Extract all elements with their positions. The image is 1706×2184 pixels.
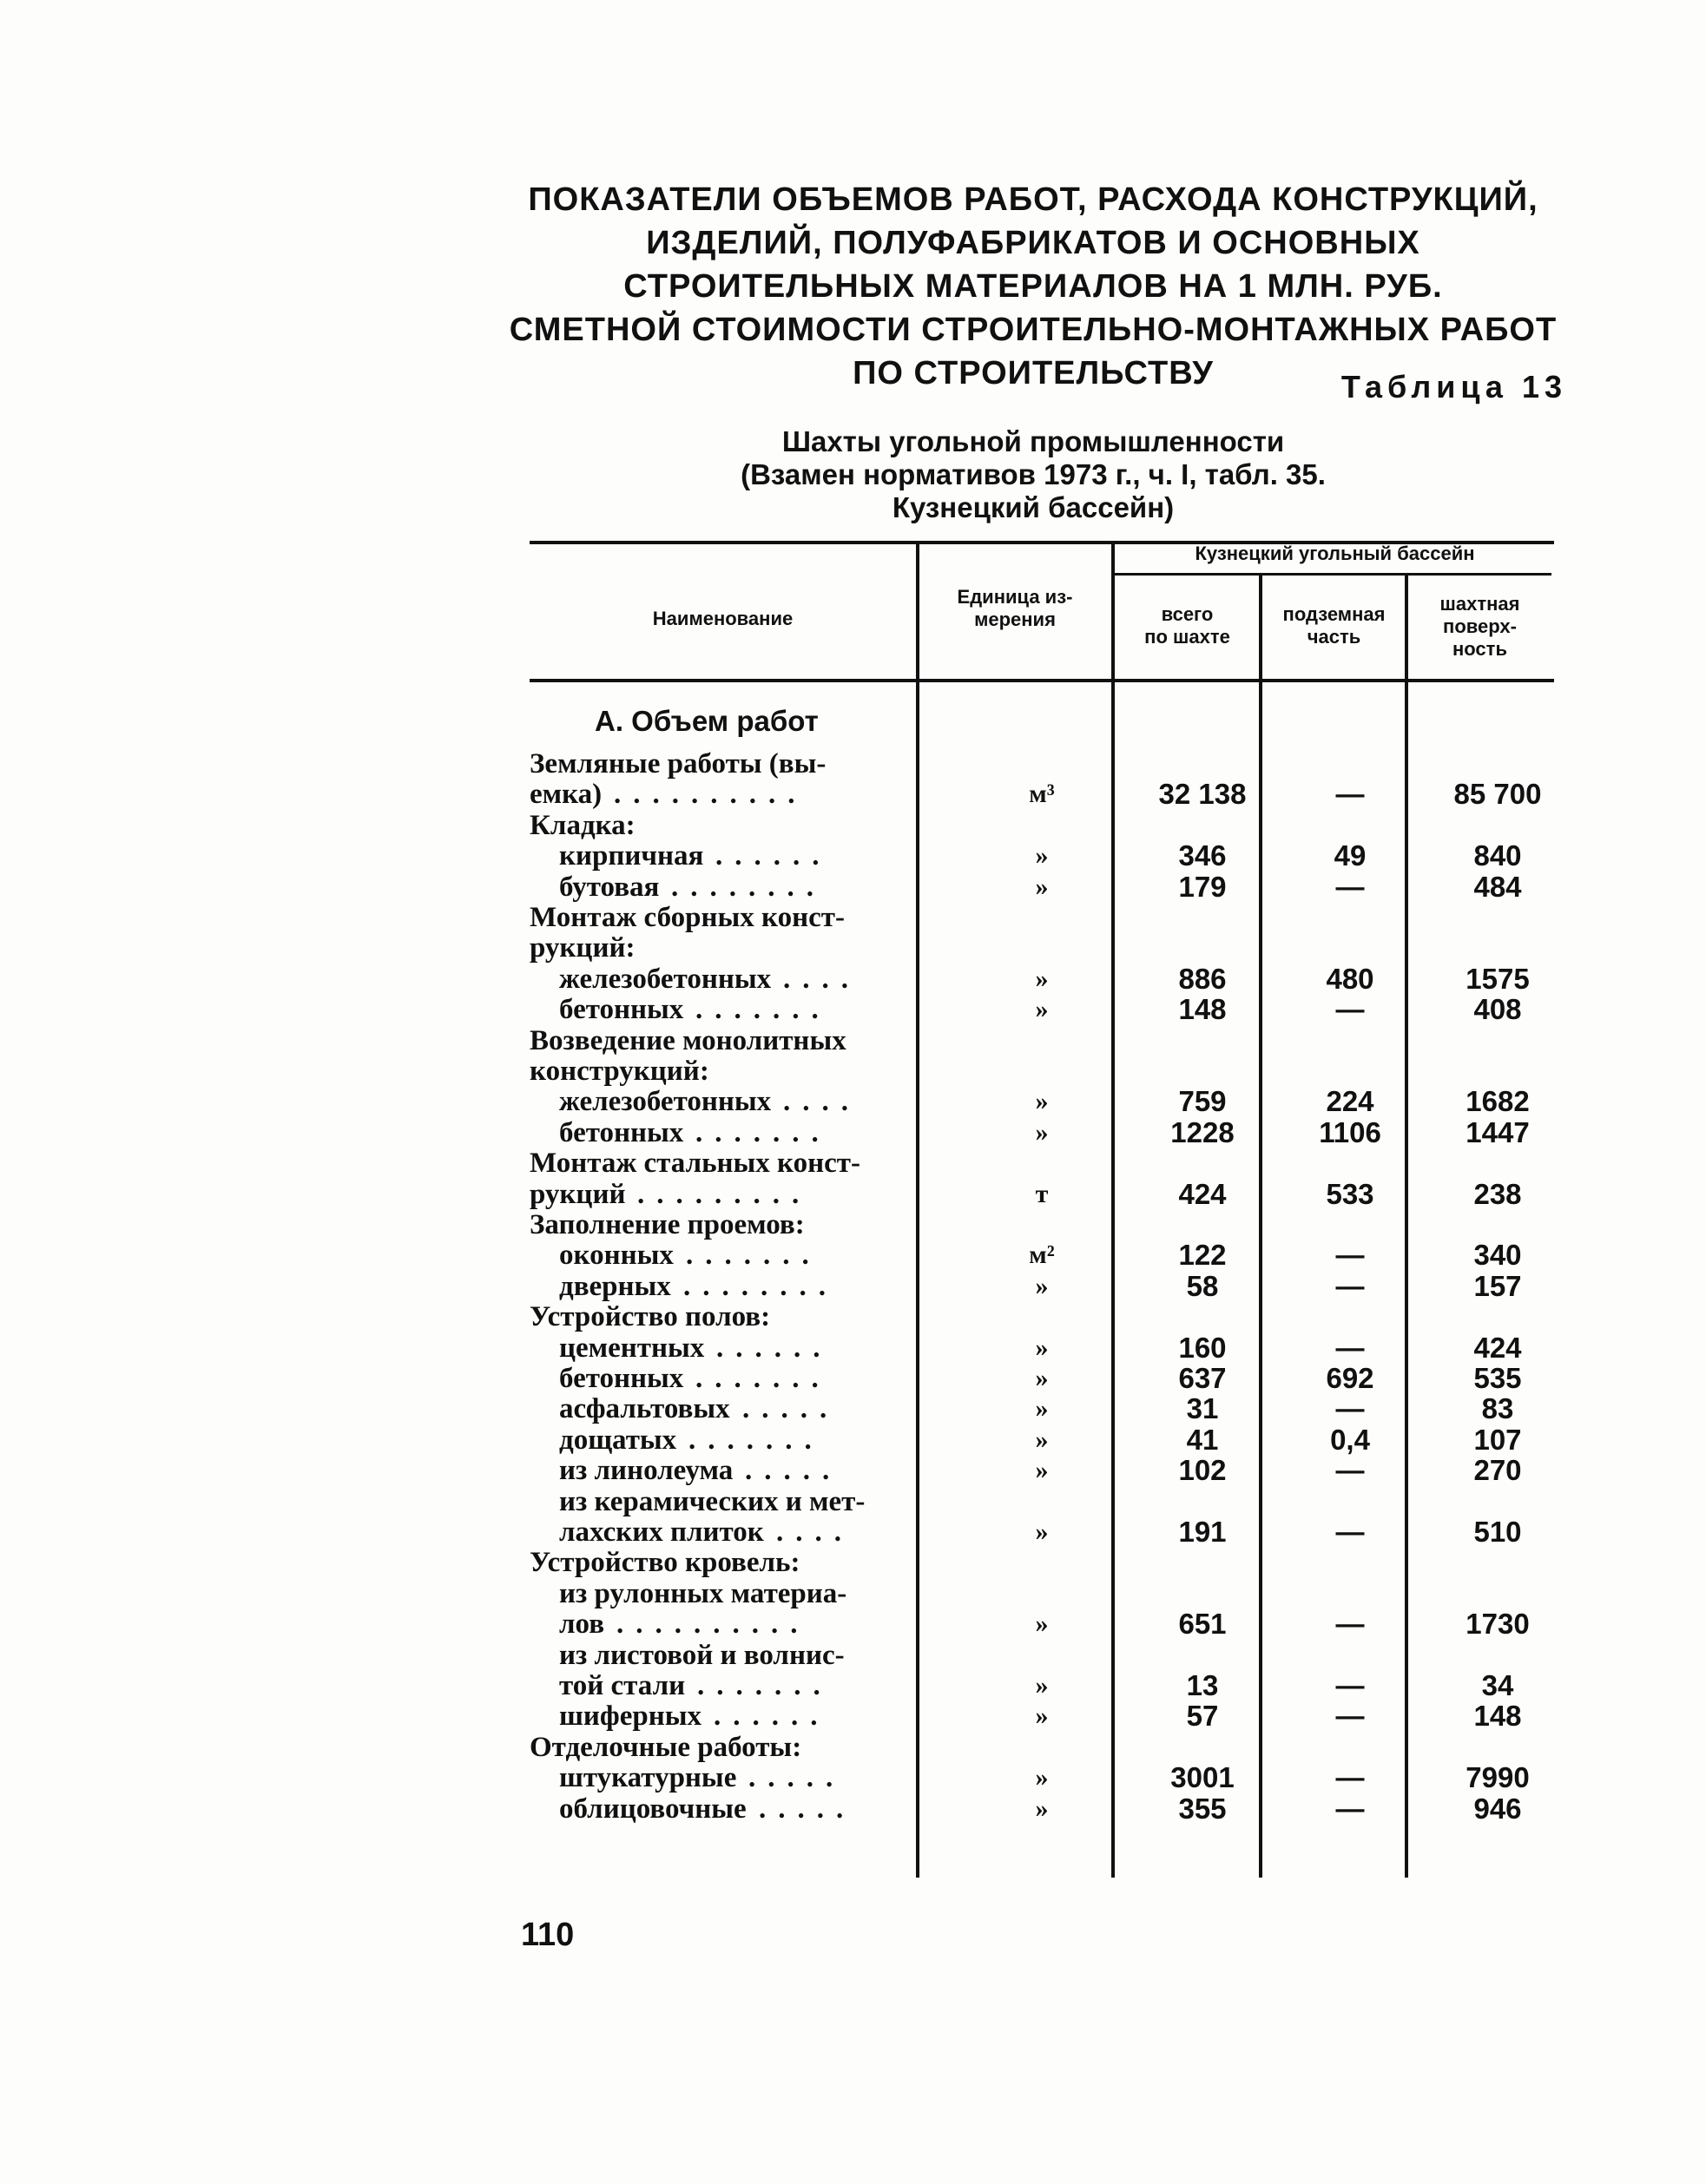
section-heading: А. Объем работ <box>595 705 819 737</box>
header-group: Кузнецкий угольный бассейн <box>1195 543 1475 564</box>
table-row <box>530 1301 1571 1332</box>
table-row <box>530 1608 1571 1640</box>
row-surface: 946 <box>1473 1792 1522 1825</box>
leader-dots: .... <box>776 1516 853 1548</box>
row-unit: » <box>1035 1763 1049 1793</box>
row-unit: м³ <box>1029 780 1055 809</box>
table-row <box>530 1640 1571 1671</box>
row-name: Заполнение проемов: <box>530 1209 805 1240</box>
table-row <box>530 1148 1571 1179</box>
table-row <box>530 1025 1571 1056</box>
table-row <box>530 1732 1571 1763</box>
row-surface: 408 <box>1473 993 1522 1026</box>
row-surface: 270 <box>1473 1454 1522 1487</box>
row-total: 191 <box>1178 1516 1227 1548</box>
table-row <box>530 779 1571 810</box>
table-row <box>530 840 1571 872</box>
row-name: Отделочные работы: <box>530 1731 802 1763</box>
row-unit: » <box>1035 841 1049 871</box>
header-unit: Единица из- мерения <box>957 586 1073 630</box>
row-surface: 1447 <box>1466 1115 1530 1148</box>
title-line: СТРОИТЕЛЬНЫХ МАТЕРИАЛОВ НА 1 МЛН. РУБ. <box>623 268 1443 305</box>
row-total: 637 <box>1178 1362 1227 1394</box>
row-underground: — <box>1335 870 1365 903</box>
row-unit: » <box>1035 1364 1049 1392</box>
row-total: 31 <box>1186 1392 1219 1425</box>
row-total: 13 <box>1186 1669 1219 1701</box>
row-underground: — <box>1335 1792 1365 1825</box>
row-surface: 1575 <box>1466 962 1530 995</box>
row-unit: м² <box>1029 1240 1055 1270</box>
row-total: 886 <box>1178 962 1227 995</box>
row-underground: — <box>1335 1331 1365 1364</box>
header-underground: подземная часть <box>1282 603 1386 648</box>
row-underground: 49 <box>1334 839 1367 872</box>
leader-dots: ......... <box>637 1178 812 1210</box>
row-surface: 1730 <box>1466 1608 1530 1641</box>
row-underground: 224 <box>1326 1085 1374 1118</box>
row-unit: » <box>1035 872 1049 901</box>
subtitle-line: Шахты угольной промышленности <box>781 425 1285 457</box>
row-name: Монтаж сборных конст- <box>530 902 845 933</box>
leader-dots: .......... <box>614 779 807 811</box>
row-surface: 1682 <box>1466 1085 1530 1118</box>
row-name: штукатурные <box>559 1762 737 1794</box>
row-total: 41 <box>1186 1423 1219 1456</box>
row-name: бетонных <box>559 1363 684 1394</box>
row-name: рукций <box>530 1178 626 1210</box>
leader-dots: ........ <box>683 1270 838 1302</box>
row-total: 1228 <box>1170 1115 1235 1148</box>
row-surface: 157 <box>1473 1269 1522 1302</box>
page-number: 110 <box>521 1917 575 1953</box>
table-row <box>530 1700 1571 1732</box>
header-total: всего по шахте <box>1144 603 1230 648</box>
row-unit: » <box>1035 1701 1049 1731</box>
row-name: бетонных <box>559 994 684 1026</box>
table-subtitle <box>660 425 1406 524</box>
row-total: 102 <box>1178 1454 1227 1487</box>
leader-dots: .... <box>783 963 860 995</box>
row-total: 58 <box>1186 1269 1219 1302</box>
table-row <box>530 1117 1571 1148</box>
row-surface: 535 <box>1473 1362 1522 1394</box>
table-row <box>530 1793 1571 1825</box>
row-underground: 692 <box>1326 1362 1374 1394</box>
row-name: оконных <box>559 1240 674 1272</box>
row-name: асфальтовых <box>559 1393 730 1425</box>
row-unit: » <box>1035 995 1049 1024</box>
group-header-rule <box>1113 573 1551 576</box>
table-row <box>530 1240 1571 1271</box>
leader-dots: ...... <box>714 1700 830 1733</box>
table-row <box>530 1363 1571 1394</box>
row-surface: 83 <box>1481 1392 1514 1425</box>
table-row <box>530 1670 1571 1701</box>
row-total: 651 <box>1178 1608 1227 1641</box>
row-surface: 510 <box>1473 1516 1522 1548</box>
leader-dots: ....... <box>686 1240 821 1272</box>
row-name: Устройство кровель: <box>530 1547 800 1579</box>
table-row <box>530 1086 1571 1117</box>
table-row <box>530 1271 1571 1302</box>
row-name: шиферных <box>559 1700 702 1733</box>
row-unit: » <box>1035 1271 1049 1300</box>
row-surface: 340 <box>1473 1239 1522 1272</box>
row-name: облицовочные <box>559 1793 747 1825</box>
title-line: СМЕТНОЙ СТОИМОСТИ СТРОИТЕЛЬНО-МОНТАЖНЫХ РАБОТ <box>509 312 1558 348</box>
row-underground: — <box>1335 1454 1365 1487</box>
row-total: 148 <box>1178 993 1227 1026</box>
row-total: 759 <box>1178 1085 1227 1118</box>
table-row <box>530 810 1571 841</box>
table-row <box>530 748 1571 780</box>
row-name: Возведение монолитных <box>530 1024 846 1056</box>
row-unit: » <box>1035 1424 1049 1454</box>
row-unit: » <box>1035 1087 1049 1116</box>
table-row <box>530 1424 1571 1456</box>
row-unit: » <box>1035 1517 1049 1546</box>
row-underground: 480 <box>1326 962 1374 995</box>
table-row <box>530 1547 1571 1578</box>
row-underground: — <box>1335 993 1365 1026</box>
row-surface: 840 <box>1473 839 1522 872</box>
leader-dots: ..... <box>742 1393 840 1425</box>
row-underground: — <box>1335 1516 1365 1548</box>
row-underground: — <box>1335 1392 1365 1425</box>
row-unit: » <box>1035 1117 1049 1147</box>
row-name: рукций: <box>530 932 636 964</box>
title-line: ПО СТРОИТЕЛЬСТВУ <box>853 355 1214 391</box>
row-surface: 238 <box>1473 1177 1522 1210</box>
row-total: 32 138 <box>1158 778 1247 811</box>
leader-dots: ....... <box>697 1670 833 1701</box>
row-name: Земляные работы (вы- <box>530 748 827 780</box>
row-unit: » <box>1035 1609 1049 1639</box>
table-row <box>530 872 1571 903</box>
header-bottom-rule <box>530 679 1554 682</box>
row-total: 424 <box>1178 1177 1227 1210</box>
table-row <box>530 1516 1571 1548</box>
header-name: Наименование <box>652 608 794 629</box>
row-unit: » <box>1035 1671 1049 1700</box>
table-row <box>530 1578 1571 1609</box>
row-name: цементных <box>559 1332 705 1364</box>
row-name: лов <box>559 1608 605 1641</box>
leader-dots: ....... <box>695 1363 831 1394</box>
row-name: лахских плиток <box>559 1516 764 1548</box>
table-row <box>530 932 1571 964</box>
row-name: Устройство полов: <box>530 1301 771 1333</box>
table-row <box>530 902 1571 933</box>
table-row <box>530 964 1571 995</box>
row-name: кирпичная <box>559 840 704 872</box>
header-surface: шахтная поверх- ность <box>1439 593 1520 660</box>
row-surface: 484 <box>1473 870 1522 903</box>
row-unit: » <box>1035 1394 1049 1424</box>
row-unit: т <box>1035 1179 1049 1208</box>
row-total: 57 <box>1186 1700 1219 1733</box>
leader-dots: ...... <box>716 1332 833 1364</box>
table-row <box>530 994 1571 1025</box>
row-name: Монтаж стальных конст- <box>530 1148 860 1180</box>
row-total: 3001 <box>1170 1761 1235 1794</box>
row-name: емка) <box>530 779 603 811</box>
row-name: железобетонных <box>559 963 772 995</box>
row-name: из линолеума <box>559 1455 734 1487</box>
leader-dots: ....... <box>688 1424 824 1456</box>
row-underground: — <box>1335 1669 1365 1701</box>
leader-dots: ..... <box>748 1762 846 1794</box>
row-name: дверных <box>559 1270 671 1302</box>
leader-dots: ....... <box>695 994 831 1026</box>
row-underground: — <box>1335 1608 1365 1641</box>
row-name: конструкций: <box>530 1056 709 1087</box>
leader-dots: ..... <box>759 1793 856 1825</box>
row-surface: 85 700 <box>1453 778 1542 811</box>
row-underground: — <box>1335 1239 1365 1272</box>
row-name: дощатых <box>559 1424 677 1456</box>
row-name: из керамических и мет- <box>559 1485 866 1517</box>
row-total: 346 <box>1178 839 1227 872</box>
table-number: Таблица 13 <box>1340 369 1567 405</box>
leader-dots: ..... <box>745 1455 842 1487</box>
row-total: 122 <box>1178 1239 1227 1272</box>
row-name: из рулонных материа- <box>559 1577 847 1609</box>
table-row <box>530 1332 1571 1364</box>
row-surface: 7990 <box>1466 1761 1530 1794</box>
table-row <box>530 1486 1571 1517</box>
row-underground: 533 <box>1326 1177 1374 1210</box>
table-row <box>530 1056 1571 1087</box>
row-name: Кладка: <box>530 809 636 841</box>
table-row <box>530 1179 1571 1210</box>
row-underground: — <box>1335 778 1365 811</box>
table-row <box>530 1209 1571 1240</box>
row-surface: 148 <box>1473 1700 1522 1733</box>
leader-dots: ....... <box>695 1116 831 1148</box>
table-row <box>530 1455 1571 1486</box>
row-underground: 0,4 <box>1330 1423 1370 1456</box>
row-surface: 107 <box>1473 1423 1522 1456</box>
row-total: 355 <box>1178 1792 1227 1825</box>
row-unit: » <box>1035 1332 1049 1362</box>
document-title <box>486 178 1580 395</box>
title-line: ПОКАЗАТЕЛИ ОБЪЕМОВ РАБОТ, РАСХОДА КОНСТРУКЦИЙ, <box>528 181 1538 218</box>
row-name: бетонных <box>559 1116 684 1148</box>
row-unit: » <box>1035 1456 1049 1485</box>
row-unit: » <box>1035 1793 1049 1823</box>
row-unit: » <box>1035 964 1049 993</box>
leader-dots: ...... <box>715 840 832 872</box>
table-row <box>530 1762 1571 1793</box>
row-total: 179 <box>1178 870 1227 903</box>
row-total: 160 <box>1178 1331 1227 1364</box>
title-line: ИЗДЕЛИЙ, ПОЛУФАБРИКАТОВ И ОСНОВНЫХ <box>646 225 1420 261</box>
subtitle-line: Кузнецкий бассейн) <box>892 491 1175 523</box>
row-name: из листовой и волнис- <box>559 1639 845 1671</box>
row-underground: — <box>1335 1269 1365 1302</box>
row-name: железобетонных <box>559 1086 772 1118</box>
row-name: той стали <box>559 1670 686 1701</box>
leader-dots: .... <box>783 1086 860 1118</box>
leader-dots: ........ <box>671 871 826 903</box>
leader-dots: .......... <box>616 1608 810 1641</box>
row-surface: 424 <box>1473 1331 1522 1364</box>
row-name: бутовая <box>559 871 660 903</box>
row-underground: — <box>1335 1761 1365 1794</box>
subtitle-line: (Взамен нормативов 1973 г., ч. I, табл. 35. <box>741 458 1326 490</box>
table-row <box>530 1393 1571 1424</box>
row-underground: 1106 <box>1319 1115 1381 1148</box>
row-surface: 34 <box>1481 1669 1514 1701</box>
row-underground: — <box>1335 1700 1365 1733</box>
